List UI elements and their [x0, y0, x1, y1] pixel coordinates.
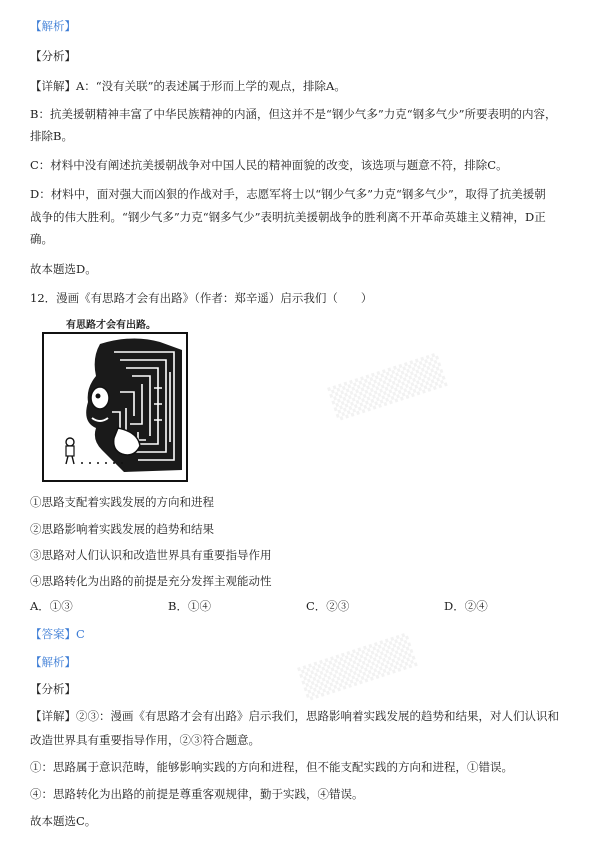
maze-head-drawing [42, 332, 188, 482]
detail-B-1: B：抗美援朝精神丰富了中华民族精神的内涵，但这并不是“钢少气多”力克“钢多气少”所要表明的内容， [30, 107, 557, 121]
question-stem: 12．漫画《有思路才会有出路》（作者：郑辛遥）启示我们（ ） [30, 291, 373, 305]
detail-D-2: 战争的伟大胜利。“钢少气多”力克“钢多气少”表明抗美援朝战争的胜利离不开革命英雄主义精神，D正 [30, 210, 546, 224]
options-row [30, 598, 590, 614]
conclusion-2: 故本题选C。 [30, 814, 97, 828]
answer-line-4: ④：思路转化为出路的前提是尊重客观规律，勤于实践，④错误。 [30, 787, 364, 801]
cartoon-caption: 有思路才会有出路。 [66, 320, 156, 331]
statement-4: ④思路转化为出路的前提是充分发挥主观能动性 [30, 574, 272, 588]
option-c[interactable]: C．②③ [306, 599, 350, 613]
option-d[interactable]: D．②④ [444, 599, 488, 613]
detail-B-2: 排除B。 [30, 129, 73, 143]
detail-C: C：材料中没有阐述抗美援朝战争对中国人民的精神面貌的改变，该选项与题意不符，排除C。 [30, 158, 508, 172]
detail-D-3: 确。 [30, 232, 53, 246]
tag-jiexi-2: 【解析】 [30, 655, 76, 669]
detail-A: 【详解】A：“没有关联”的表述属于形而上学的观点，排除A。 [30, 79, 346, 93]
statement-1: ①思路支配着实践发展的方向和进程 [30, 495, 214, 509]
answer-detail-1: 【详解】②③：漫画《有思路才会有出路》启示我们，思路影响着实践发展的趋势和结果，对人们认识和 [30, 709, 559, 723]
answer-tag: 【答案】C [30, 627, 85, 641]
statement-3: ③思路对人们认识和改造世界具有重要指导作用 [30, 548, 272, 562]
conclusion-1: 故本题选D。 [30, 262, 97, 276]
watermark: ▒▒▒▒▒ [327, 353, 448, 422]
cartoon-image [42, 316, 188, 482]
answer-detail-2: 改造世界具有重要指导作用，②③符合题意。 [30, 733, 260, 747]
tag-fenxi-2: 【分析】 [30, 682, 76, 696]
statement-2: ②思路影响着实践发展的趋势和结果 [30, 522, 214, 536]
detail-D-1: D：材料中，面对强大而凶狠的作战对手，志愿军将士以“钢少气多”力克“钢多气少”，取得了抗美援朝 [30, 187, 546, 201]
answer-line-1: ①：思路属于意识范畴，能够影响实践的方向和进程，但不能支配实践的方向和进程，①错误。 [30, 760, 513, 774]
watermark: ▒▒▒▒▒ [297, 633, 418, 702]
option-a[interactable]: A．①③ [30, 599, 73, 613]
tag-fenxi: 【分析】 [30, 49, 76, 63]
option-b[interactable]: B．①④ [168, 599, 211, 613]
tag-jiexi: 【解析】 [30, 19, 76, 33]
